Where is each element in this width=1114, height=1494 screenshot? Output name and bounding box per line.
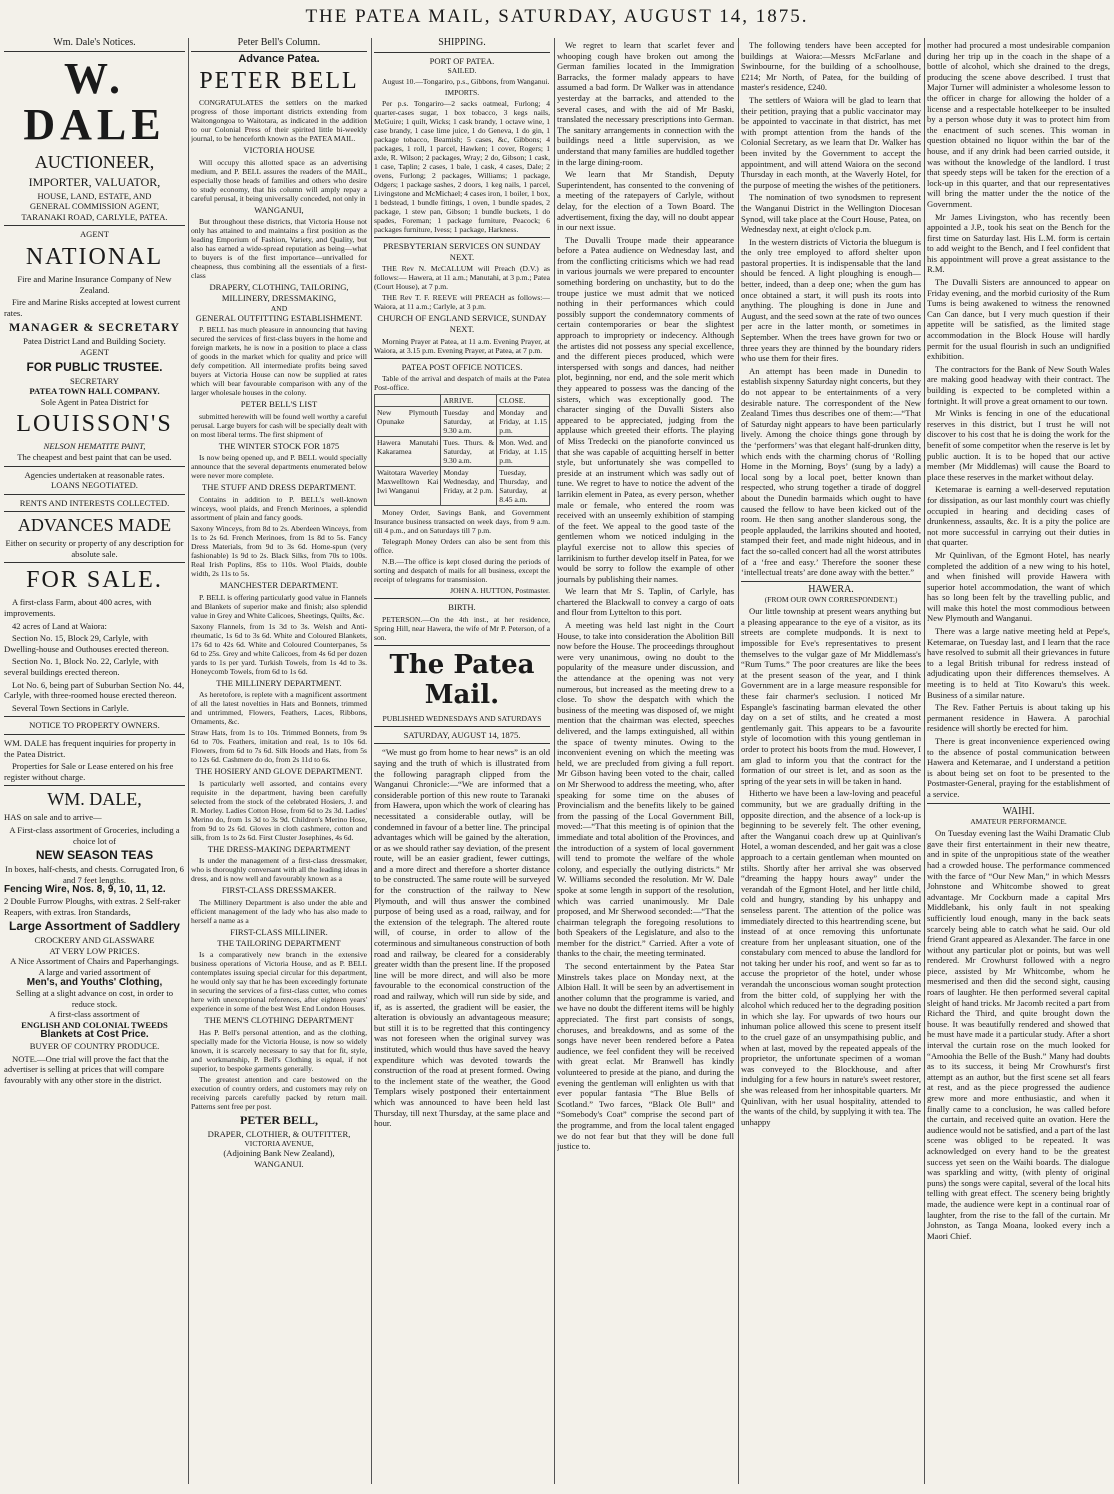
column-hawera-waihi — [927, 38, 1110, 1484]
ad-paragraph: P. BELL is offering particularly good value in Flannels and Blankets of superior make and finish; also splendid value in Grey and White Calicoes, Sheetings, Quilts, &c. — [191, 592, 367, 620]
news-paragraph: An attempt has been made in Dunedin to establish sixpenny Saturday night concerts, but they do not appear to be entertainments of a very desirable nature. The correspondent of the New Zealand Times thus describes one of them:—“That of Saturday night appears to have been particularly lively. Among the choice things gone through by the ‘performers’ was that elegant half-drunken ditty, which ends with the charming chorus of ‘Rolling Home in the Morning, Boys’ (sung by a lady) a local song by a local poet, better known than respected, who strung together a tirade of doggrel about the Dunedin barmaids which ought to have caused the fellow to have been kicked out of the room. He then sang another slanderous song, the people applauded, the larrikins shouted and hooted, stamped their feet, and made night hideous, and in fact the so-called concert had all the worst attributes of a ‘free and easy.’ Therefore the sooner these ‘intellectual treats’ are done away with the better.” — [741, 365, 921, 578]
ad-line: CROCKERY AND GLASSWARE — [34, 935, 155, 946]
ad-paragraph: CONGRATULATES the settlers on the marked progress of those important districts extending from Waitongongoa to Waitotara, as indicated in the addition to our Colonial Press of their spirited little bi-weekly journal, to be henceforth known as the PATEA MAIL. — [191, 98, 367, 144]
ad-line: Blankets at Cost Price. — [40, 1029, 149, 1041]
ad-subheading: THE WINTER STOCK FOR 1875 — [218, 440, 340, 451]
ad-subheading: FIRST-CLASS MILLINER. — [230, 926, 328, 937]
news-paragraph: The following tenders have been accepted for buildings at Waiora:—Messrs McFarlane and Swinbourne, for the building of a schoolhouse, £214; Mr North, of Patea, for the building of master's residence, £240. — [741, 40, 921, 93]
news-paragraph: Mr James Livingston, who has recently been appointed a J.P., took his seat on the Bench for the first time on Saturday last. His L.M. form is certain to add weight to the Bench, and I feel confident that his appointment will prove a great assistance to the R.M. — [927, 211, 1110, 275]
ad-paragraph: Fire and Marine Risks accepted at lowest current rates. — [4, 297, 181, 318]
ad-line: HOUSE, LAND, ESTATE, AND — [37, 190, 152, 201]
advertiser-name: W. DALE — [23, 53, 166, 149]
ad-paragraph: Several Town Sections in Carlyle. — [12, 702, 129, 713]
news-paragraph: mother had procured a most undesirable companion during her trip up in the coach in the shape of a bottle of alcohol, which she drained to the dregs, producing the scene above described. I trust that Major Turner will administer a wholesome lesson to the officer in charge for allowing the holder of a license and a respectable hotelkeeper to be insulted by a person whose duty it was to protect him from the enactment of such scenes. This woman in question obtained no liquor within the bar of the house, and if any drink had been carried outside, it was without the knowledge of the landlord. I trust that speedy steps will be taken for the erection of a lock-up in this quarter, and that our representatives will bring the matter under the the notice of the Government. — [927, 40, 1110, 209]
column-rule — [371, 38, 372, 1484]
ad-line: AGENT — [79, 346, 110, 357]
ad-line: 2 Double Furrow Ploughs, with extras. 2 Self-raker Reapers, with extras. Iron Standards, — [4, 895, 181, 917]
news-paragraph: There was a large native meeting held at Pepe's, Ketemarae, on Tuesday last, and I learn that the race have resolved to submit all their grievances in future to a legal British tribunal for redress instead of adjudicating upon their differences themselves. A meeting is to held at Tito Kowaru's this week. Business of a similar nature. — [927, 626, 1110, 700]
ad-heading: AUCTIONEER, — [34, 151, 155, 172]
section-heading: BIRTH. — [448, 602, 476, 613]
issue-date: SATURDAY, AUGUST 14, 1875. — [403, 729, 521, 740]
ad-paragraph: Is under the management of a first-class dressmaker, who is thoroughly conversant with all the leading ideas in dress, and is now well and favourably known as a — [191, 856, 367, 884]
ad-line: Patea District Land and Building Society. — [23, 336, 166, 347]
table-cell: Tues. Thurs. & Saturday, at 9.30 a.m. — [441, 437, 497, 467]
ad-line: Agencies undertaken at reasonable rates. — [24, 469, 165, 480]
ad-line: NOTICE TO PROPERTY OWNERS. — [29, 720, 160, 731]
ad-subheading: THE MEN'S CLOTHING DEPARTMENT — [204, 1015, 354, 1026]
ad-paragraph: But throughout these districts, that Victoria House not only has attained to and maintains a first position as the leading Emporium of Fashion, Variety, and Quality, but also has earned a wide-spread reputation as being—what to buyers is of the first importance—unrivalled for cheapness, thus combining all the essentials of a first-class — [191, 217, 367, 281]
ad-paragraph: Will occupy this allotted space as an advertising medium, and P. BELL assures the readers of the MAIL, especially those heads of families and others who desire to study economy, that his column will amply repay a careful perusal, it being universally conceded, not only in — [191, 157, 367, 203]
table-row — [375, 467, 550, 506]
news-paragraph: The contractors for the Bank of New South Wales are making good headway with their contract. The building is expected to be completed within a fortnight. It will prove a great ornament to our town. — [927, 363, 1110, 406]
news-paragraph: The nomination of two synodsmen to represent the Wanganui District in the Wellington Diocesan Synod, will take place at the Court House, Patea, on Wednesday next, at eight o'clock p.m. — [741, 192, 921, 235]
ad-heading: NATIONAL — [25, 243, 164, 270]
ad-line: In boxes, half-chests, and chests. Corrugated Iron, 6 and 7 feet lengths. — [5, 864, 184, 885]
news-paragraph: Ketemarae is earning a well-deserved reputation for dissipation, as our last monthly court was chiefly occupied in hearing and deciding cases of drunkenness, assaults, &c. It is a pity the police are not more successful in carrying out their duties in that quarter. — [927, 484, 1110, 548]
table-row — [375, 437, 550, 467]
ad-paragraph: Has P. Bell's personal attention, and as the clothing, specially made for the Victoria House, is now so widely known, it is scarcely necessary to say that for fit, style, and workmanship, P. Bell's Clothing is equal, if not superior, to bespoke garments generally. — [191, 1027, 367, 1073]
section-heading: SHIPPING. — [438, 38, 486, 48]
ad-heading: MANAGER & SECRETARY — [8, 320, 181, 335]
ad-heading: IMPORTER, VALUATOR, — [28, 174, 161, 189]
ad-line: GENERAL COMMISSION AGENT, — [29, 201, 160, 212]
column-rule — [924, 38, 925, 1484]
ad-line: Fencing Wire, Nos. 8, 9, 10, 11, 12. — [4, 884, 166, 896]
mail-table-header — [375, 395, 441, 407]
mail-table-header: CLOSE. — [497, 395, 550, 407]
ad-paragraph: P. BELL has much pleasure in announcing that having secured the services of first-class buyers in the home and foreign markets, he is now in a position to place a class of goods in the market which for quality and price will defy competition. All intermediate profits being saved buyers at Victoria House can now be supplied at rates which will bear favourable comparison with any of the larger wholesale houses in the colony. — [191, 325, 367, 398]
ad-subheading: THE HOSIERY AND GLOVE DEPARTMENT. — [195, 766, 363, 777]
ad-heading: PETER BELL, — [239, 1112, 319, 1127]
mail-table — [374, 394, 550, 506]
section-heading: PATEA POST OFFICE NOTICES. — [401, 361, 523, 372]
column-peter-bell — [191, 38, 367, 1484]
section-subheading: AMATEUR PERFORMANCE. — [970, 817, 1067, 827]
ad-paragraph: NOTE.—One trial will prove the fact that the advertiser is selling at prices that will compare favourably with any other store in the district. — [4, 1053, 169, 1085]
notice-paragraph: Telegraph Money Orders can also be sent from this office. — [374, 537, 550, 556]
news-paragraph: Hitherto we have been a law-loving and peaceful community, but we are gradually drifting in the opposite direction, and the absence of a lock-up is beginning to be severely felt. The other evening, after the Wanganui coach drew up at Quinlivan's Hotel, a woman descended, and her gait was a close approach to a certain gentleman when mounted on stilts. Shortly after her arrival she was observed “dreaming the happy hours away” under the verandah of the Egmont Hotel, and her little child, cold and hungry, standing by his unhappy and senseless parent. The attention of the police was immediately directed to this heartrending scene, but instead of at once removing this unfortunate creature from her unpleasant situation, one of the constabulary com menced to abuse the landlord for not taking her under his roof, and went so far as to accuse the proprietor of the hotel, under whose verandah the unconscious woman sought protection from the bitter cold, of supplying her with the alcohol which reduced her to the degrading position in which she lay. For upwards of two hours our inhuman police allowed this scene to present itself to the cruel gaze of an unsympathising public, and when at last, moved by the repeated appeals of the proprietor, the unfortunate specimen of a woman was conveyed to the Blockhouse, and after indulging for a few hours in nature's sweet restorer, she was released from her inhospitable quarters. Mr Quinlivan, with her usual hospitality, attended to the wants of the child, by supplying it with tea. The unhappy — [741, 788, 921, 1127]
table-cell: Monday and Friday, at 1.15 p.m. — [497, 407, 550, 437]
ad-paragraph: As heretofore, is replete with a magnificent assortment of all the latest novelties in Hats and Bonnets, trimmed and untrimmed, Flowers, Feathers, Laces, Ribbons, Ornaments, &c. — [191, 690, 367, 727]
section-heading: CHURCH OF ENGLAND SERVICE, SUNDAY NEXT. — [377, 313, 547, 334]
ad-paragraph: WM. DALE has frequent inquiries for property in the Patea District. — [4, 738, 176, 759]
table-cell: Monday Wednesday, and Friday, at 2 p.m. — [441, 467, 497, 506]
ad-line: Fire and Marine Insurance Company of New Zealand. — [17, 273, 172, 295]
news-paragraph: Our little township at present wears anything but a pleasing appearance to the eye of a visitor, as its streets are complete mudponds. It is next to impossible for Eve's representatives to present themselves to the vulgar gaze of Mr Middlemass's “Rum Tums.” The poor creatures are like the bees at the present season of the year, and I think Government are in a large measure responsible for these fair charmer's seclusion. I noticed Mr Espangle's fascinating barman elevated the other day on a set of stilts, and he created a most gentlemanly gait. This appears to be a favourite style of locomotion with this young gentleman in order to protect his boots from the mud. However, I am glad to inform you that the contract for the formation of our street is let, and as soon as the spring of the year sets in will be taken in hand. — [741, 606, 921, 786]
ad-line: (Adjoining Bank New Zealand), — [223, 1148, 335, 1159]
ad-paragraph: Properties for Sale or Lease entered on his free register without charge. — [4, 761, 174, 782]
notice-paragraph: THE Rev N. McCALLUM will Preach (D.V.) as follows:— Hawera, at 11 a.m.; Manutahi, at 3 p.m.; Patea (Court House), at 7 p.m. — [374, 264, 550, 292]
news-paragraph: Mr Quinlivan, of the Egmont Hotel, has nearly completed the addition of a new wing to his hotel, and when finished will provide Hawera with superior hotel accommodation, the want of which has so long been felt by the travelling public, and will make this hotel the most commodious between New Plymouth and Wanganui. — [927, 549, 1110, 624]
ad-line: TARANAKI ROAD, CARLYLE, PATEA. — [21, 211, 168, 222]
news-paragraph: A meeting was held last night in the Court House, to take into consideration the Abolition Bill now before the House. The proceedings throughout were very unanimous, owing no doubt to the popularity of the measure under discussion, and the attendance at the opening was not very numerous, but increased as the meeting drew to a close. To show the despatch with which the business of the meeting was disposed of, we might mention that the chairman was elected, speeches delivered, and the lamps extinguished, all within the space of twenty minutes. Owing to the inconvenient evening on which the meeting was held, we are precluded from giving a full report. Mr Gibson having been voted to the chair, called on Mr Sherwood to address the meeting, who, after speaking for some time on the abuses of Provincialism and the benefits likely to be gained from the passing of the Local Government Bill, moved:—“That this meeting is of opinion that the immediate and total abolition of the Provinces, and the introduction of a system of local government will tend to promote the welfare of the whole colony, and especially the outlying districts.” Mr W. Williams seconded the resolution. Mr W. Dale spoke at some length in support of the resolution, which was carried unanimously. Mr Dale proposed, and Mr Sherwood seconded:—“That the chairman telegraph the foregoing resolutions to both Speakers of the Legislature, and also to the member for the district.” Carried. After a vote of thanks to the chair, the meeting terminated. — [557, 620, 734, 959]
section-subheading: (FROM OUR OWN CORRESPONDENT.) — [764, 595, 898, 605]
column-rule — [738, 38, 739, 1484]
column-local-news — [557, 38, 734, 1484]
section-heading: PORT OF PATEA. — [429, 55, 495, 66]
editorial-paragraph: “We must go from home to hear news” is an old saying and the truth of which is illustrated from the following paragraph clipped from the Wanganui Chronicle:—“We are informed that a considerable portion of this new route to Taranaki from Hawera, upon which the work of clearing has necessitated a considerable outlay, will be condemned in favour of a better line. The principal advantages which will be gained by the alteration, or as we should rather say deviation, of the present route, will be an easier gradient, fewer cuttings, and a more direct and therefore a shorter distance to be constructed. The same route will be surveyed for the construction of the railway to New Plymouth, and will thus answer the combined purpose of being used as a road, railway, and for the extension of the telegraph. The altered route will, of course, in order to allow of the coterminous and simultaneous construction of both road and railway, be cleared for a considerably greater width than the present line. If the proposed line will be more direct, and will also be more favourable to the economical construction of the road and railway, which will run side by side, and if, as is asserted, the gradient will be easier, the alteration is obviously an advantageous measure; but still it is to be regretted that this contingency was not foreseen when the original survey was instituted, which would thus have saved the heavy expenditure which was devoted towards the construction of the road at present formed. Owing to the inclement state of the weather, the Good Templars wisely postponed their entertainment which was announced to have been held last Thursday, till next Thursday, at the same place and hour. — [374, 747, 550, 1129]
ad-subheading: VICTORIA HOUSE — [243, 145, 315, 156]
ad-paragraph: Saxony Flannels, from 1s 3d to 3s. Welsh and Anti-rheumatic, 1s 6d to 3s 6d. White and Coloured Blankets, 17s 6d to 42s 6d. White and Coloured Counterpanes, 5s 6d to 25s. Grey and white Calicoes, from 4s 6d per dozen yards to 1s per yard. Turkish Towels, from 1s 4d to 3s. Honeycomb Towels, from 6d to 1s 6d. — [191, 621, 367, 676]
notice-paragraph: Table of the arrival and despatch of mails at the Patea Post-office. — [374, 374, 550, 393]
ad-subheading: THE STUFF AND DRESS DEPARTMENT. — [202, 482, 356, 493]
table-cell: Mon. Wed. and Friday, at 1.15 p.m. — [497, 437, 550, 467]
ad-subheading: DRAPERY, CLOTHING, TAILORING, MILLINERY, DRESSMAKING, — [209, 282, 349, 303]
ad-subheading: MANCHESTER DEPARTMENT. — [219, 579, 339, 590]
table-cell: Tuesday, Thursday, and Saturday, at 8.45 a.m. — [497, 467, 550, 506]
ad-paragraph: Section No. 1, Block No. 22, Carlyle, with several buildings erected thereon. — [4, 656, 159, 678]
ad-subheading: THE DRESS-MAKING DEPARTMENT — [207, 843, 351, 854]
table-cell: Waitotara Waverley Maxwelltown Kai Iwi Wanganui — [375, 467, 441, 506]
ad-paragraph: Is now being opened up, and P. BELL would specially announce that the several departments enumerated below were never more complete. — [191, 453, 367, 481]
ad-line: AT VERY LOW PRICES. — [49, 945, 140, 956]
news-paragraph: There is great inconvenience experienced owing to the absence of postal communication between Hawera and Ketemarae, and I understand a petition is about being set on foot to be presented to the Postmaster-General, praying for the establishment of a service. — [927, 736, 1110, 799]
ad-line: WANGANUI. — [254, 1158, 304, 1169]
ad-line: LOANS NEGOTIATED. — [51, 480, 138, 491]
section-heading: PRESBYTERIAN SERVICES ON SUNDAY NEXT. — [383, 241, 541, 262]
ad-line: RENTS AND INTERESTS COLLECTED. — [19, 497, 170, 508]
ad-line: A large and varied assortment of — [38, 966, 151, 977]
ad-line: Men's, and Youths' Clothing, — [26, 976, 163, 988]
mail-table-header: ARRIVE. — [441, 395, 497, 407]
newspaper-title: The Patea Mail. — [389, 649, 535, 710]
notice-paragraph: PETERSON.—On the 4th inst., at her residence, Spring Hill, near Hawera, the wife of Mr P. Peterson, of a son. — [374, 614, 550, 642]
news-paragraph: We regret to learn that scarlet fever and whooping cough have broken out among the German families located in the Immigration Barracks, the former malady appears to have assumed a bad form. Dr Walker was in attendance yesterday at the barracks, and attended to the several cases, and with the aid of Mr Baski, translated the necessary prescriptions into German. The sanitary arrangements in connection with the buildings need a little supervision, as we understand that many families are huddled together in the large dining-room. — [557, 40, 734, 167]
ad-line: NELSON HEMATITE PAINT, — [43, 441, 146, 452]
notice-paragraph: Money Order, Savings Bank, and Government Insurance business transacted on week days, from 9 a.m. till 4 p.m., and on Saturdays till 7 p.m. — [374, 508, 550, 536]
ad-heading: FOR PUBLIC TRUSTEE. — [26, 359, 163, 374]
news-paragraph: The Duvalli Troupe made their appearance before a Patea audience on Wednesday last, and from the conflicting criticisms which we had read in various journals we were prepared to encounter something bordering on unchastity, but to do the troupe justice we must admit that we noticed nothing in their performances which could possibly support the condemnatory comments of certain contemporaries or bear the slightest approach to impropriety or indecency. Although the artistes did not possess any special excellence, and the different pieces produced, which were interspersed with songs and dances, had neither plot, beginning, nor end, and the sole merit which they appeared to possess was the dancing of the sisters, which was exceptionally good. The character singing of the Duvalli Sisters also appeared to be appreciated, judging from the applause which greeted their efforts. The playing of Miss Tredecki on the pianoforte convinced us that she was capable of acquitting herself in better style, but unfortunately she was compelled to preside at an instrument which was sadly out of tune. We regret to have to notice the advent of the larrikin element in Patea, as every person, whether male or female, who entered the room was received with an unseemly exhibition of stamping of the feet. We appeal to the good taste of the gentlemen whom we noticed indulging in the playful exercise not to allow this species of larrikinism to further develop itself in Patea, for we would be sorry to follow the example of other journals by publishing their names. — [557, 234, 734, 584]
ad-line: Either on security or property of any description for absolute sale. — [5, 538, 184, 559]
ad-paragraph: Is particularly well assorted, and contains every requisite in the department, having been carefully selected from the stock of the celebrated Hosiers, J. and R. Morley. Ladies Cotton Hose, from 6d to 2s 3d. Ladies' Merino do, from 1s 3d to 3s 9d. Children's Merino Hose, from 9d to 2s 6d. Gloves in cloth cashmere, cotton and silk, from 1s to 2s 6d. First Cluster Josephines, 4s 6d. — [191, 778, 367, 842]
ad-line: Sole Agent in Patea District for — [40, 396, 149, 407]
ad-heading: LOUISSON'S — [16, 411, 173, 438]
news-paragraph: On Tuesday evening last the Waihi Dramatic Club gave their first entertainment in their new theatre, and in spite of the unpropitious state of the weather had a crowded house. The performance commenced with the farce of “Our New Man,” in which Messrs Johnstone and Whitcombe showed to great advantage. Mr Cockburn made a capital Mrs Middlebank, his only fault in not speaking sufficiently loud enough, many in the back seats scarcely being able to catch what he said. Our old friend Grant appeared as Alexander. The farce in one without any particular plot or points, but was well rendered. Mr Crowhurst followed with a negro piece, assisted by Mr Whitcombe, whom he mesmerised and then did the second sight, causing roars of laughter. He then performed several capital sleight of hand tricks. Mr Jacomb recited a part from Richard the Third, and quite brought down the house. It was beautifully rendered and showed that he must have made it a particular study. After a short interval the curtain rose on the much looked for “Amoohia the Belle of the Bush.” Many had doubts as to its success, it being Mr Crowhurst's first attempt as an author, but the first scene set all fears at rest, and as the piece progressed the audience grew more and more enthusiastic, and when it finally came to a conclusion, he was called before the curtain, and received quite an ovation. Here the audience would not be satisfied, and a part of the last scene was obliged to be repeated. It was acknowledged on every hand to be the greatest success yet seen on the Waihi boards. The dialogue was sparkling and witty, (with plenty of original puns) the songs were capital, several of the local hits telling with great effect. The scenery being brightly made, the audience were kept in a continual roar of laughter, from the rise to the fall of the curtain. Mr Johnston, as Tanga Moana, looked every inch a Maori Chief. — [927, 828, 1110, 1241]
table-cell: New Plymouth Opunake — [375, 407, 441, 437]
ad-line: The cheapest and best paint that can be used. — [17, 451, 172, 462]
ad-heading: FOR SALE. — [26, 567, 163, 594]
column-rule — [188, 38, 189, 1484]
ad-paragraph: The greatest attention and care bestowed on the execution of country orders, and customers may rely on receiving parcels carefully packed by return mail. Patterns sent free per post. — [191, 1074, 367, 1111]
notice-paragraph: Morning Prayer at Patea, at 11 a.m. Evening Prayer, at Waiora, at 3.15 p.m. Evening Prayer, at Patea, at 7 p.m. — [374, 336, 550, 355]
ad-subheading: GENERAL OUTFITTING ESTABLISHMENT. — [195, 312, 363, 323]
news-paragraph: Mr Winks is fencing in one of the educational reserves in this district, but I trust he will not discover to his cost that he is doing the work for the benefit of some competitor when the reserve is let by public auction. It is to be hoped that our active member (Mr Middlemas) will cause the Board to place these reserves in the market without delay. — [927, 408, 1110, 482]
notice-paragraph: THE Rev T. F. REEVE will PREACH as follows:— Waiora, at 11 a.m.; Carlyle, at 3 p.m. — [374, 293, 550, 312]
table-cell: Tuesday and Saturday, at 9.30 a.m. — [441, 407, 497, 437]
ad-subheading: THE TAILORING DEPARTMENT — [217, 937, 341, 948]
ad-paragraph: submitted herewith will be found well worthy a careful perusal. Large buyers for cash will be specially dealt with on most liberal terms. The first shipment of — [191, 411, 367, 439]
ad-subheading: AND — [270, 303, 288, 313]
table-cell: Hawera Manutahi Kakaramea — [375, 437, 441, 467]
ad-paragraph: A first-class Farm, about 400 acres, with improvements. — [4, 597, 152, 619]
ad-heading: ADVANCES MADE — [17, 515, 172, 536]
news-paragraph: The second entertainment by the Patea Star Minstrels takes place on Monday next, at the Albion Hall. It will be seen by an advertisement in another column that the programme is varied, and we have no doubt the different items will be highly appreciated. The first part consists of songs, choruses, and breakdowns, and as some of the songs have never been rendered before a Patea audience, we feel confident they will be received with great eclat. Mr Branwell has kindly volunteered to preside at the piano, and during the evening the gentleman will enlighten us with that ever popular fantasia “The Blue Bells of Scotland.” Two farces, “Black Ole Bull” and “Somebody's Coat” comprise the second part of the programme, and from the local talent engaged we do not fear but that they will be done full justice to. — [557, 961, 734, 1152]
ad-line: A First-class assortment of Groceries, including a choice lot of — [9, 824, 180, 846]
column-wm-dale — [4, 38, 185, 1484]
news-paragraph: In the western districts of Victoria the bluegum is the only tree employed to afford shelter upon pastoral properties. It is indispensable that the land should be fenced. A light ploughing is enough—better, indeed, than a deep one; when the gum has once obtained a start, it will push its roots into anything. The ploughing is done in June and August, and the seed sown at the rate of two ounces per acre in the latter month, or sometimes in September. When the trees have grown for two or three years they are thinned by the boundary riders who use them for their fires. — [741, 236, 921, 364]
ad-subheading: WANGANUI, — [254, 204, 304, 215]
ad-heading: NEW SEASON TEAS — [35, 848, 154, 863]
ad-line: SECRETARY — [70, 375, 119, 386]
column-heading: Peter Bell's Column. — [191, 38, 367, 52]
ad-paragraph: 42 acres of Land at Waiora: — [12, 620, 107, 631]
column-shipping-news — [374, 38, 550, 1484]
signature-line: JOHN A. HUTTON, Postmaster. — [450, 586, 550, 596]
ad-paragraph: Is a comparatively new branch in the extensive business operations of Victoria House, and as P. BELL contemplates issuing special circular for this department, he would only say that he has been exceedingly fortunate in securing the services of a first-class cutter, who comes here with unexceptional references, after eighteen years' experience in some of the best West End London Houses. — [191, 950, 367, 1014]
advertiser-name: PETER BELL — [199, 68, 359, 95]
news-paragraph: We learn that Mr Standish, Deputy Superintendent, has consented to the convening of a meeting of the ratepayers of Carlyle, without delay, for the election of a Town Board. The advertisement, fixing the day, will no doubt appear in our next issue. — [557, 169, 734, 233]
ad-line: ENGLISH AND COLONIAL TWEEDS — [21, 1019, 168, 1030]
ad-line: VICTORIA AVENUE, — [244, 1139, 314, 1149]
ad-subheading: PETER BELL'S LIST — [240, 399, 318, 410]
section-heading: WAIHI. — [1002, 805, 1035, 817]
ad-heading: Advance Patea. — [238, 52, 320, 65]
news-paragraph: We learn that Mr S. Taplin, of Carlyle, has chartered the Blackwall to convey a cargo of oats and flour from Lyttelton to this port. — [557, 586, 734, 618]
ad-line: A Nice Assortment of Chairs and Paperhangings. — [10, 956, 179, 967]
ad-line: A first-class assortment of — [49, 1009, 140, 1020]
column-heading: Wm. Dale's Notices. — [4, 38, 185, 52]
ad-heading: WM. DALE, — [47, 789, 142, 810]
publication-note: PUBLISHED WEDNESDAYS AND SATURDAYS — [382, 713, 542, 723]
column-rule — [554, 38, 555, 1484]
news-paragraph: The Duvalli Sisters are announced to appear on Friday evening, and the morbid curiosity of the Rum Tums is being awakened to witness the renowned Can Can dance, but I very much question if their appetite will be satisfied, as the limited stage accommodation in the Block House will hardly permit for the usual flourish in such an undignified exhibition. — [927, 277, 1110, 362]
ad-line: DRAPER, CLOTHIER, & OUTFITTER, — [207, 1128, 351, 1139]
masthead: THE PATEA MAIL, SATURDAY, AUGUST 14, 1875. — [305, 6, 809, 27]
news-paragraph: Per p.s. Tongariro—2 sacks oatmeal, Furlong; 4 quarter-cases sugar, 1 box tobacco, 3 kegs nails, McGuire; 1 quilt, Wicks; 1 cask brandy, 1 octave wine, 1 case brandy, 1 case lime juice, 1 do Geneva, 1 do gin, 1 package tobacco, Beamish; 5 cases, &c, Gibbons; 4 packages, 1 roll, 1 parcel, Hawken; 1 cover, Rogers; 1 axle, R. Wilson; 2 packages, Wray; 2 do, Gibson; 1 cask, 1 case, Taplin; 2 cases, 1 bale, 1 cask, 4 cases, Dale; 2 ovens, Furlong; 2 packages, Williams; 1 package, Odgers; 1 package sashes, 2 doors, 1 keg nails, 1 parcel, Livingstone and McMichael; 4 cases iron, 1 boiler, 1 box, 1 bedstead, 1 bundle fittings, 1 oven, 1 bundle spades, 2 package, 1 stew pan, Gibson; 1 bundle buckets, 1 do spades, Foreman; 1 package furniture, Peacock; 6 packages furniture, Ivess; 1 package, Harkness. — [374, 99, 550, 235]
section-subheading: IMPORTS. — [444, 88, 480, 98]
ad-line: Selling at a slight advance on cost, in order to reduce stock. — [15, 988, 174, 1009]
ad-paragraph: Saxony Winceys, from 8d to 2s. Aberdeen Winceys, from 1s to 2s 6d. French Merinoes, from 1s 8d to 5s. Fancy Dress Materials, from 9d to 3s 6d. Home-spun (very fashionable) 1s 9d to 2s. Black Silks, from 70s to 100s. Real Irish Poplins, 85s to 110s. Wool Plaids, double width, 2s 11s to 5s. — [191, 523, 367, 578]
section-heading: HAWERA. — [808, 583, 854, 595]
table-row — [375, 407, 550, 437]
column-district-news — [741, 38, 921, 1484]
ad-paragraph: HAS on sale and to arrive— — [4, 812, 102, 823]
ad-heading: Large Assortment of Saddlery — [9, 919, 180, 934]
ad-paragraph: Contains in addition to P. BELL's well-known winceys, wool plaids, and French Merinoes, a splendid assortment of plain and fancy goods. — [191, 494, 367, 522]
ad-line: BUYER OF COUNTRY PRODUCE. — [29, 1041, 160, 1052]
news-paragraph: The Rev. Father Pertuis is about taking up his permanent residence in Hawera. A parochial residence will shortly be erected for him. — [927, 702, 1110, 734]
ad-subheading: THE MILLINERY DEPARTMENT. — [216, 677, 342, 688]
ad-line: PATEA TOWN HALL COMPANY. — [29, 386, 160, 397]
section-subheading: SAILED. — [447, 66, 477, 76]
ad-paragraph: Lot No. 6, being part of Suburban Section No. 44, Carlyle, with three-roomed house erected thereon. — [4, 679, 185, 701]
news-paragraph: August 10.—Tongariro, p.s., Gibbons, from Wanganui. — [382, 77, 550, 87]
ad-paragraph: Straw Hats, from 1s to 10s. Trimmed Bonnets, from 9s 6d to 70s. Feathers, imitation and real, 1s to 10s 6d. Flowers, from 6d to 7s 6d. Silk Hoods and Hats, from 5s to 12s 6d. Cashmere do do, from 2s 11d to 6s. — [191, 728, 367, 765]
ad-paragraph: Section No. 15, Block 29, Carlyle, with Dwelling-house and Outhouses erected thereon. — [4, 633, 169, 654]
notice-paragraph: N.B.—The office is kept closed during the periods of sorting and despatch of mails for all business, except the receipt of telegrams for transmission. — [374, 557, 550, 585]
ad-subheading: FIRST-CLASS DRESSMAKER. — [221, 885, 337, 896]
news-paragraph: The settlers of Waiora will be glad to learn that their petition, praying that a public vaccinator may be appointed to vaccinate in that district, has met with prompt attention from the hands of the Colonial Secretary, as we learn that Dr. Walker has been invited by the Government to accept the appointment, and will attend Waiora on the second Thursday in each month, at the Waverly Hotel, for the purpose of meeting the wishes of the petitioners. — [741, 94, 921, 190]
ad-paragraph: The Millinery Department is also under the able and efficient management of the lady who has also made to herself a name as a — [191, 897, 367, 925]
ad-line: AGENT — [79, 229, 110, 240]
